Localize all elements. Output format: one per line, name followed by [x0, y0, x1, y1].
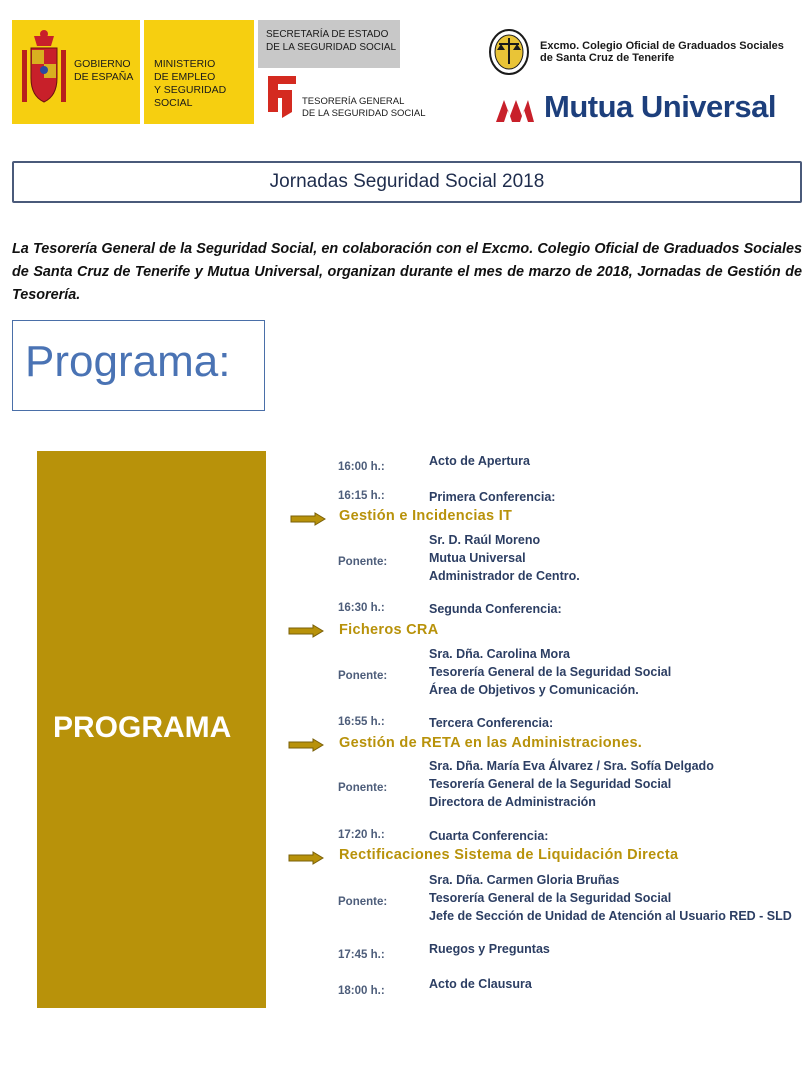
c4-speaker-role: Jefe de Sección de Unidad de Atención al Usuario RED - SLD [429, 909, 792, 923]
c3-title: Gestión de RETA en las Administraciones. [339, 735, 643, 751]
tesoreria-line-2: DE LA SEGURIDAD SOCIAL [302, 108, 426, 119]
c2-label: Segunda Conferencia: [429, 602, 562, 616]
c3-speaker-role: Directora de Administración [429, 795, 596, 809]
arrow-icon [290, 512, 326, 526]
c1-speaker-role: Administrador de Centro. [429, 569, 580, 583]
programa-heading: Programa: [25, 337, 231, 386]
tesoreria-line-1: TESORERÍA GENERAL [302, 96, 405, 107]
c1-speaker-name: Sr. D. Raúl Moreno [429, 533, 541, 547]
c1-speaker-org: Mutua Universal [429, 551, 526, 565]
time-apertura: 16:00 h.: [338, 461, 385, 473]
colegio-line-2: de Santa Cruz de Tenerife [540, 52, 675, 64]
gobierno-line-2: DE ESPAÑA [74, 71, 134, 83]
c3-speaker-org: Tesorería General de la Seguridad Social [429, 777, 672, 791]
c4-speaker-name: Sra. Dña. Carmen Gloria Bruñas [429, 873, 620, 887]
c2-speaker-role: Área de Objetivos y Comunicación. [429, 683, 639, 697]
time-c2: 16:30 h.: [338, 602, 385, 614]
secretaria-line-1: SECRETARÍA DE ESTADO [266, 29, 389, 40]
c3-label: Tercera Conferencia: [429, 716, 554, 730]
programa-column [37, 451, 266, 1008]
ministerio-line-3: Y SEGURIDAD SOCIAL [154, 84, 227, 109]
arrow-icon [288, 851, 324, 865]
programa-label: PROGRAMA [53, 711, 232, 744]
programa-heading-box [12, 320, 265, 411]
gobierno-logo-block [12, 20, 140, 124]
c1-label: Primera Conferencia: [429, 490, 556, 504]
ponente-label: Ponente: [338, 670, 388, 682]
coat-of-arms-icon [18, 28, 70, 114]
c4-title: Rectificaciones Sistema de Liquidación Directa [339, 847, 679, 863]
time-clausura: 18:00 h.: [338, 985, 385, 997]
c3-speaker-name: Sra. Dña. María Eva Álvarez / Sra. Sofía Delgado [429, 759, 714, 773]
ministerio-line-1: MINISTERIO [154, 58, 216, 70]
ponente-label: Ponente: [338, 896, 388, 908]
colegio-seal-icon [488, 28, 530, 76]
colegio-line-1: Excmo. Colegio Oficial de Graduados Sociales [540, 40, 784, 52]
c2-speaker-org: Tesorería General de la Seguridad Social [429, 665, 672, 679]
c4-speaker-org: Tesorería General de la Seguridad Social [429, 891, 672, 905]
ponente-label: Ponente: [338, 556, 388, 568]
secretaria-block [258, 20, 400, 68]
intro-paragraph: La Tesorería General de la Seguridad Social, en colaboración con el Excmo. Colegio Oficial de Graduados Sociales de Santa Cruz de Tenerife y Mutua Universal, organizan durante el mes de marzo de 2018, Jornadas de Gestión de Tesorería. [12, 241, 802, 303]
time-c3: 16:55 h.: [338, 716, 385, 728]
ruegos-text: Ruegos y Preguntas [429, 942, 550, 956]
arrow-icon [288, 624, 324, 638]
time-ruegos: 17:45 h.: [338, 949, 385, 961]
c4-label: Cuarta Conferencia: [429, 829, 549, 843]
secretaria-line-2: DE LA SEGURIDAD SOCIAL [266, 42, 397, 53]
mutua-logo-icon [494, 96, 536, 124]
mutua-wordmark: Mutua Universal [544, 89, 776, 124]
ministerio-block [144, 20, 254, 124]
page-title-text: Jornadas Seguridad Social 2018 [269, 171, 545, 192]
clausura-text: Acto de Clausura [429, 977, 532, 991]
time-c1: 16:15 h.: [338, 490, 385, 502]
arrow-icon [288, 738, 324, 752]
time-c4: 17:20 h.: [338, 829, 385, 841]
page-title [12, 161, 802, 203]
ministerio-line-2: DE EMPLEO [154, 71, 216, 83]
ponente-label: Ponente: [338, 782, 388, 794]
c2-title: Ficheros CRA [339, 622, 439, 638]
c2-speaker-name: Sra. Dña. Carolina Mora [429, 647, 571, 661]
gobierno-line-1: GOBIERNO [74, 58, 131, 70]
tgss-logo-icon [266, 74, 298, 120]
apertura-text: Acto de Apertura [429, 454, 530, 468]
c1-title: Gestión e Incidencias IT [339, 508, 513, 524]
